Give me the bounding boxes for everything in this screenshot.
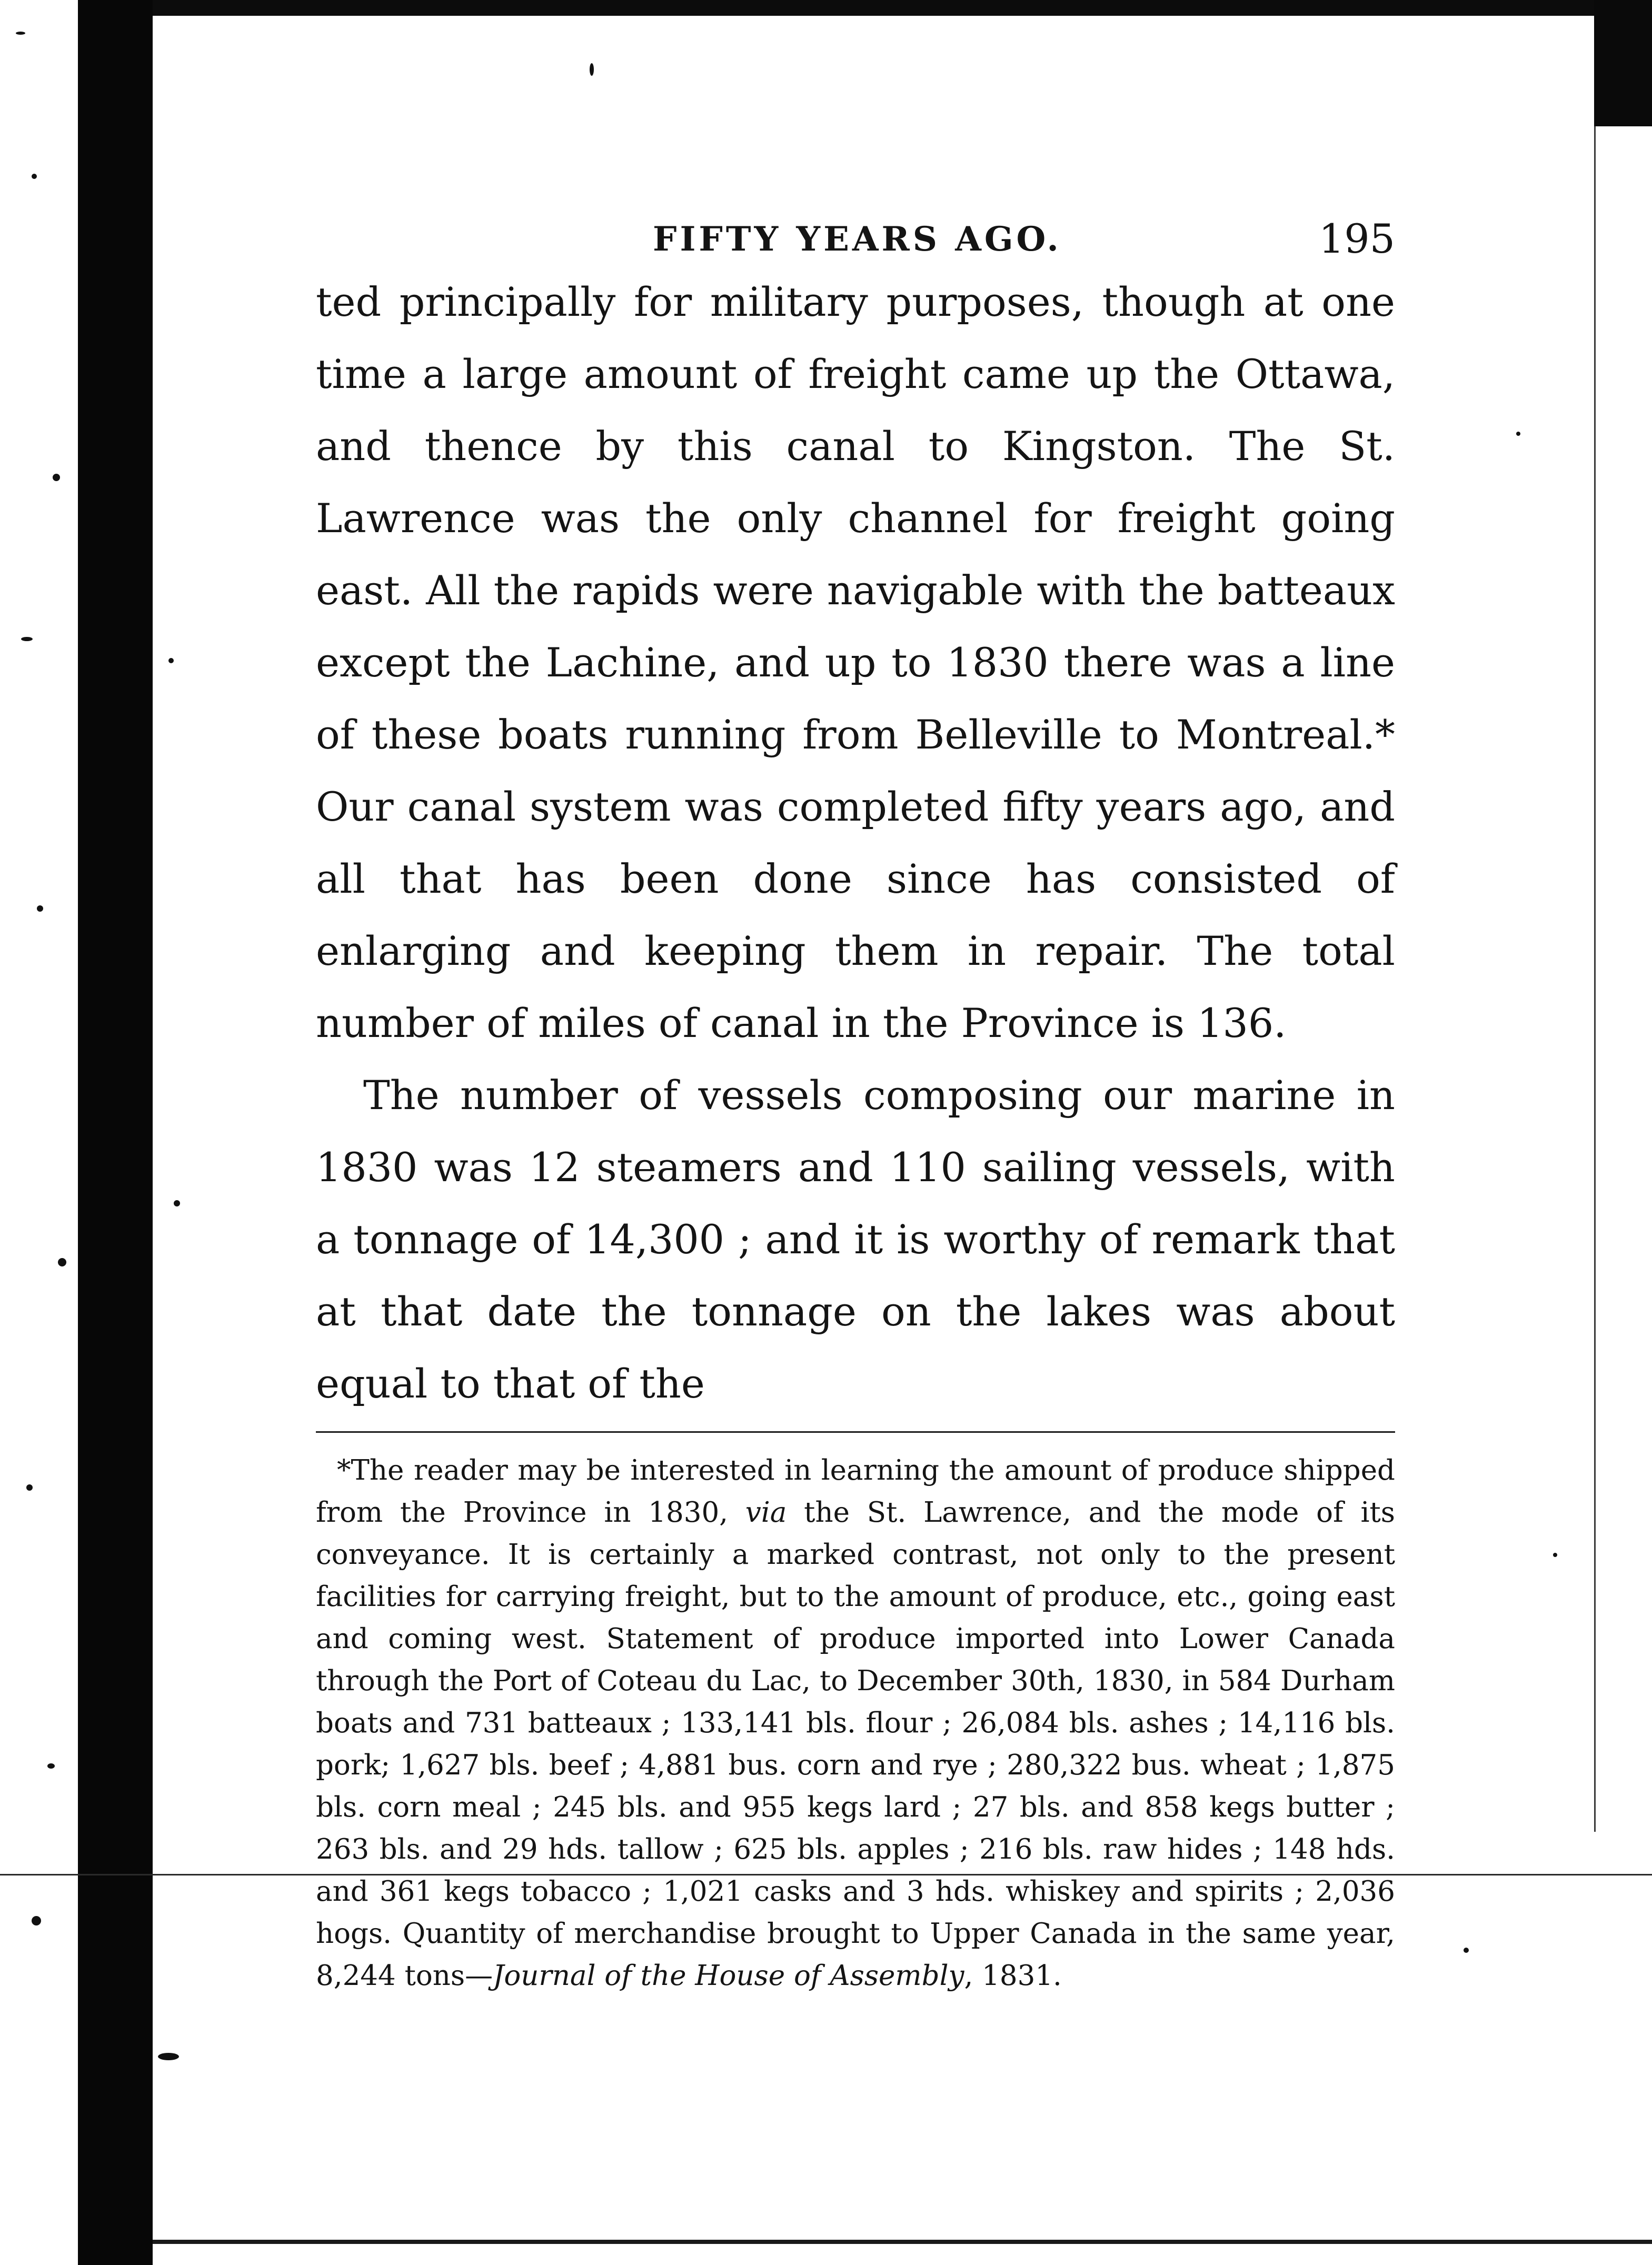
running-head: FIFTY YEARS AGO. [653, 219, 1062, 259]
footnote-via: via [745, 1496, 787, 1529]
page-number: 195 [1318, 215, 1395, 262]
paragraph-1: ted principally for military purposes, though at one time a large amount of freight came up the Ottawa, and thence by this canal to Kingston. The St. Lawrence was the only channel for freight going east. All the rapids were navigable with the batteaux except the Lachine, and up to 1830 there was a line of these boats running from Belleville to Montreal.* Our canal system was completed fifty years ago, and all that has been done since has consisted of enlarging and keeping them in repair. The total number of miles of canal in the Province is 136. [316, 278, 1395, 1046]
binding-shadow [78, 0, 153, 2265]
bottom-page-edge [153, 2240, 1652, 2244]
footnote [316, 1450, 1395, 1997]
footnote-text-1: *The reader may be interested in learning the amount of produce shipped from the Province in 1830, [316, 1454, 1395, 1529]
page-header [316, 208, 1395, 266]
right-edge-line [1594, 126, 1596, 1832]
scan-gutter [0, 0, 78, 2265]
right-page-edge [1594, 0, 1652, 126]
paragraph-2: The number of vessels composing our marine in 1830 was 12 steamers and 110 sailing vessels, with a tonnage of 14,300 ; and it is worthy of remark that at that date the tonnage on the lakes was about equal to that of the [316, 1072, 1395, 1407]
footnote-journal-title: Journal of the House of Assembly [493, 1960, 964, 1992]
footnote-divider [316, 1431, 1395, 1433]
footnote-text-3: , 1831. [964, 1960, 1062, 1992]
footnote-text-2: the St. Lawrence, and the mode of its conveyance. It is certainly a marked contrast, not only to the present facilities for carrying freight, but to the amount of produce, etc., going east and coming west. Statement of produce imported into Lower Canada through the Port of Coteau du Lac, to December 30th, 1830, in 584 Durham boats and 731 batteaux ; 133,141 bls. flour ; 26,084 bls. ashes ; 14,116 bls. pork; 1,627 bls. beef ; 4,881 bus. corn and rye ; 280,322 bus. wheat ; 1,875 bls. corn meal ; 245 bls. and 955 kegs lard ; 27 bls. and 858 kegs butter ; 263 bls. and 29 hds. tallow ; 625 bls. apples ; 216 bls. raw hides ; 148 hds. and 361 kegs tobacco ; 1,021 casks and 3 hds. whiskey and spirits ; 2,036 hogs. Quantity of merchandise brought to Upper Canada in the same year, 8,244 tons— [316, 1496, 1395, 1992]
top-page-edge [153, 0, 1595, 16]
book-page [316, 208, 1395, 1997]
